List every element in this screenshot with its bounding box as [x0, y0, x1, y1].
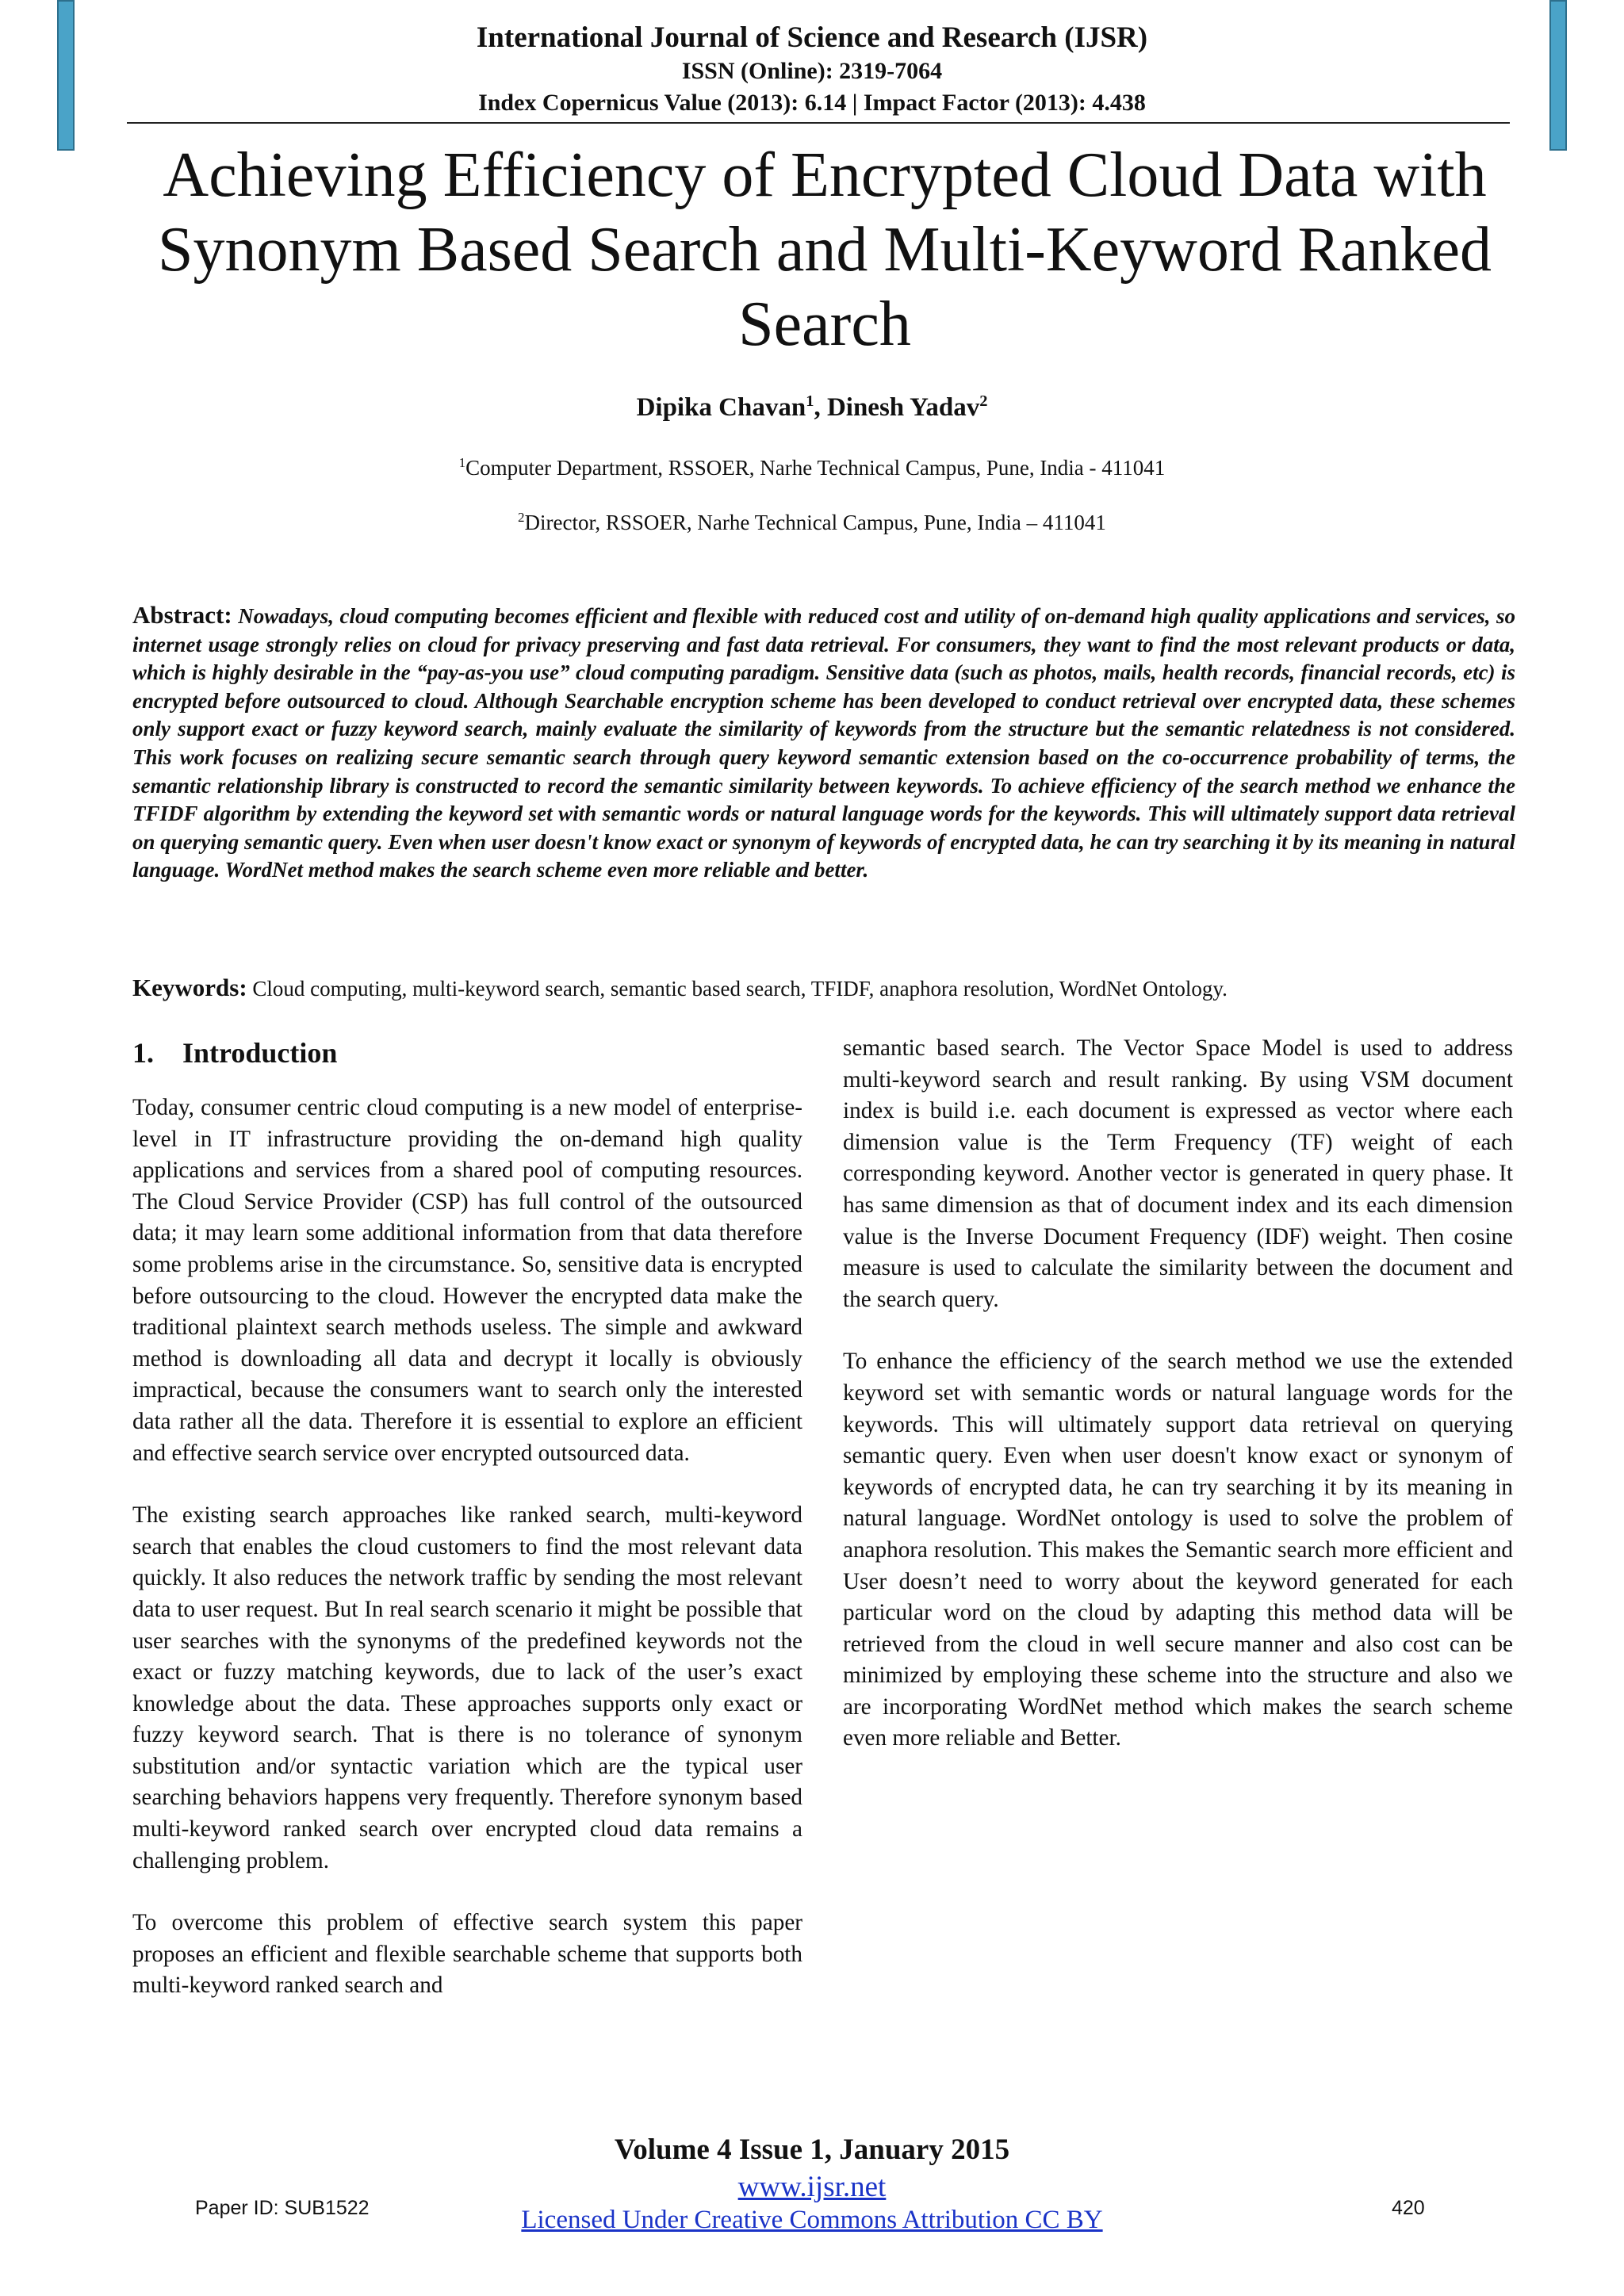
journal-index: Index Copernicus Value (2013): 6.14 | Impact Factor (2013): 4.438 [478, 90, 1146, 116]
author-separator: , [814, 393, 827, 422]
keywords-label: Keywords: [132, 974, 247, 1001]
affiliation-text: Computer Department, RSSOER, Narhe Technical Campus, Pune, India - 411041 [465, 456, 1166, 480]
right-column [843, 1033, 1513, 1785]
journal-name: International Journal of Science and Research (IJSR) [476, 21, 1148, 54]
author-line [0, 393, 1624, 423]
author-name: Dinesh Yadav [826, 393, 980, 422]
affiliation-mark: 1 [458, 455, 466, 470]
affiliation [0, 456, 1624, 480]
author-affiliation-mark: 2 [979, 392, 988, 410]
body-paragraph: The existing search approaches like ranked search, multi-keyword search that enables the cloud customers to find the most relevant data quickly. It also reduces the network traffic by sending the most relevant data to user request. But In real search scenario it might be possible that user searches with the synonyms of the predefined keywords not the exact or fuzzy matching keywords, due to lack of the user’s exact knowledge about the data. These approaches supports only exact or fuzzy keyword search. That is there is no tolerance of synonym substitution and/or syntactic variation which are the typical user searching behaviors happens very frequently. Therefore synonym based multi-keyword ranked search over encrypted cloud data remains a challenging problem. [132, 1502, 802, 1873]
license-link[interactable]: Licensed Under Creative Commons Attribution CC BY [521, 2206, 1103, 2234]
abstract [132, 601, 1515, 885]
keywords [132, 974, 1515, 1003]
abstract-text: Nowadays, cloud computing becomes efficient and flexible with reduced cost and utility of on-demand high quality applications and services, so internet usage strongly relies on cloud for privacy preserving and fast data retrieval. For consumers, they want to find the most relevant products or data, which is highly desirable in the “pay-as-you use” cloud computing paradigm. Sensitive data (such as photos, mails, health records, financial records, etc) is encrypted before outsourced to cloud. Although Searchable encryption scheme has been developed to conduct retrieval over encrypted data, these schemes only support exact or fuzzy keyword search, mainly evaluate the similarity of keywords from the structure but the semantic relatedness is not considered. This work focuses on realizing secure semantic search through query keyword semantic extension based on the co-occurrence probability of terms, the semantic relationship library is constructed to record the semantic similarity between keywords. To achieve efficiency of the search method we enhance the TFIDF algorithm by extending the keyword set with semantic words or natural language words for the keywords. This will ultimately support data retrieval on querying semantic query. Even when user doesn't know exact or synonym of keywords of encrypted data, he can try searching it by its meaning in natural language. WordNet method makes the search scheme even more reliable and better. [132, 604, 1516, 882]
body-paragraph: To overcome this problem of effective search system this paper proposes an efficient and flexible searchable scheme that supports both multi-keyword ranked search and [132, 1910, 802, 1999]
paper-title: Achieving Efficiency of Encrypted Cloud Data with Synonym Based Search and Multi-Keyword Ranked Search [158, 140, 1492, 359]
header-divider [127, 122, 1510, 124]
abstract-label: Abstract: [132, 601, 232, 629]
journal-header [0, 21, 1624, 119]
affiliation [0, 511, 1624, 535]
paper-id: Paper ID: SUB1522 [195, 2197, 370, 2219]
body-paragraph: semantic based search. The Vector Space Model is used to address multi-keyword search and result ranking. By using VSM document index is build i.e. each document is expressed as vector where each dimension value is the Term Frequency (TF) weight of each corresponding keyword. Another vector is generated in query phase. It has same dimension as that of document index and its each dimension value is the Inverse Document Frequency (IDF) weight. Then cosine measure is used to calculate the similarity between the document and the search query. [843, 1035, 1513, 1312]
footer-volume: Volume 4 Issue 1, January 2015 [614, 2133, 1010, 2166]
author-affiliation-mark: 1 [806, 392, 814, 410]
section-heading: 1. Introduction [132, 1037, 338, 1069]
keywords-text: Cloud computing, multi-keyword search, semantic based search, TFIDF, anaphora resolution, WordNet Ontology. [252, 977, 1228, 1001]
body-paragraph: Today, consumer centric cloud computing is a new model of enterprise-level in IT infrastructure providing the on-demand high quality applications and services from a shared pool of computing resources. The Cloud Service Provider (CSP) has full control of the outsourced data; it may learn some additional information from that data therefore some problems arise in the circumstance. So, sensitive data is encrypted before outsourcing to the cloud. However the encrypted data make the traditional plaintext search methods useless. The simple and awkward method is downloading all data and decrypt it locally is obviously impractical, because the consumers want to search only the interested data rather all the data. Therefore it is essential to explore an efficient and effective search service over encrypted outsourced data. [132, 1095, 802, 1466]
journal-website-link[interactable]: www.ijsr.net [737, 2171, 887, 2203]
left-column [132, 1031, 802, 2033]
author-name: Dipika Chavan [636, 393, 806, 422]
page-number: 420 [1392, 2197, 1425, 2219]
body-paragraph: To enhance the efficiency of the search method we use the extended keyword set with semantic words or natural language words for the keywords. This will ultimately support data retrieval on querying semantic query. Even when user doesn't know exact or synonym of keywords of encrypted data, he can try searching it by its meaning in natural language. WordNet ontology is used to solve the problem of anaphora resolution. This makes the Semantic search more efficient and User doesn’t need to worry about the keyword generated for each particular word on the cloud by adapting this method data will be retrieved from the cloud in well secure manner and also cost can be minimized by employing these scheme into the structure and also we are incorporating WordNet method which makes the search scheme even more reliable and Better. [843, 1349, 1513, 1751]
affiliation-text: Director, RSSOER, Narhe Technical Campus, Pune, India – 411041 [524, 511, 1106, 534]
journal-issn: ISSN (Online): 2319-7064 [681, 58, 943, 84]
affiliation-mark: 2 [518, 510, 525, 525]
